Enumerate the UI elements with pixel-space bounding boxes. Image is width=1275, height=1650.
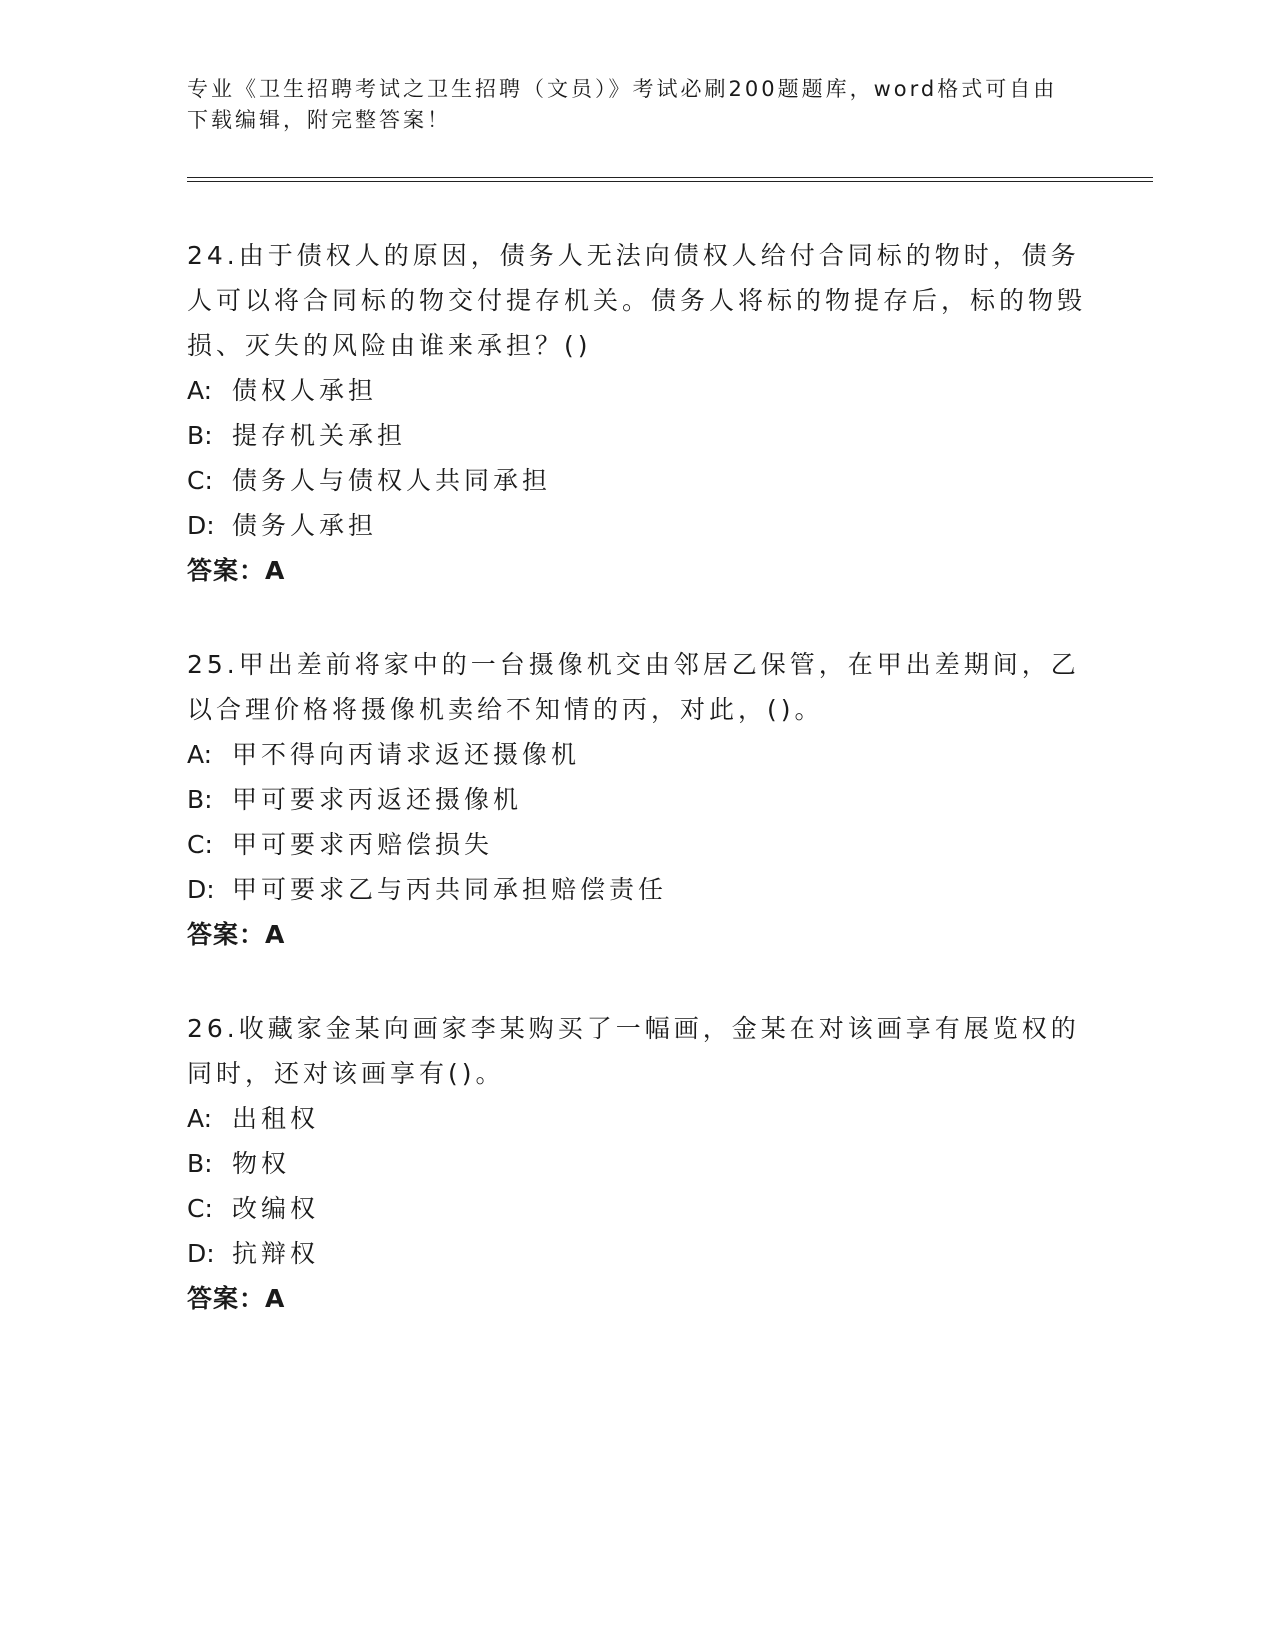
- option-key: A:: [187, 376, 213, 405]
- option-d: [187, 867, 1087, 912]
- option-c: [187, 822, 1087, 867]
- document-intro: 专业《卫生招聘考试之卫生招聘（文员）》考试必刷200题题库，word格式可自由下载编辑，附完整答案！: [187, 77, 1058, 132]
- option-c: [187, 458, 1087, 503]
- option-text: 甲可要求丙赔偿损失: [232, 830, 494, 859]
- option-key: B:: [187, 1149, 213, 1178]
- question-25: [187, 642, 1087, 957]
- question-26: [187, 1006, 1087, 1321]
- option-text: 甲可要求乙与丙共同承担赔偿责任: [232, 875, 668, 904]
- option-key: D:: [187, 511, 215, 540]
- option-key: D:: [187, 1239, 215, 1268]
- question-24: [187, 233, 1087, 593]
- option-key: B:: [187, 785, 213, 814]
- header-divider-bottom: [187, 181, 1153, 182]
- answer: 答案：A: [187, 920, 286, 949]
- option-text: 改编权: [232, 1194, 320, 1223]
- option-text: 甲不得向丙请求返还摄像机: [232, 740, 581, 769]
- option-d: [187, 1231, 1087, 1276]
- option-a: [187, 368, 1087, 413]
- question-stem: 26.收藏家金某向画家李某购买了一幅画，金某在对该画享有展览权的同时，还对该画享有()。: [187, 1014, 1080, 1088]
- option-text: 抗辩权: [232, 1239, 320, 1268]
- option-a: [187, 1096, 1087, 1141]
- option-text: 债权人承担: [232, 376, 378, 405]
- option-b: [187, 413, 1087, 458]
- option-key: B:: [187, 421, 213, 450]
- option-text: 提存机关承担: [232, 421, 407, 450]
- option-key: D:: [187, 875, 215, 904]
- question-stem: 25.甲出差前将家中的一台摄像机交由邻居乙保管，在甲出差期间，乙以合理价格将摄像机卖给不知情的丙，对此，()。: [187, 650, 1080, 724]
- option-d: [187, 503, 1087, 548]
- answer: 答案：A: [187, 1284, 286, 1313]
- answer: 答案：A: [187, 556, 286, 585]
- option-text: 债务人承担: [232, 511, 378, 540]
- option-key: C:: [187, 830, 213, 859]
- option-b: [187, 777, 1087, 822]
- option-key: C:: [187, 466, 213, 495]
- option-text: 出租权: [232, 1104, 320, 1133]
- option-c: [187, 1186, 1087, 1231]
- option-key: A:: [187, 740, 213, 769]
- option-key: C:: [187, 1194, 213, 1223]
- option-b: [187, 1141, 1087, 1186]
- header-divider-top: [187, 177, 1153, 178]
- option-text: 债务人与债权人共同承担: [232, 466, 552, 495]
- option-text: 物权: [232, 1149, 291, 1178]
- option-text: 甲可要求丙返还摄像机: [232, 785, 523, 814]
- option-key: A:: [187, 1104, 213, 1133]
- question-stem: 24.由于债权人的原因，债务人无法向债权人给付合同标的物时，债务人可以将合同标的物交付提存机关。债务人将标的物提存后，标的物毁损、灭失的风险由谁来承担？(): [187, 241, 1087, 360]
- option-a: [187, 732, 1087, 777]
